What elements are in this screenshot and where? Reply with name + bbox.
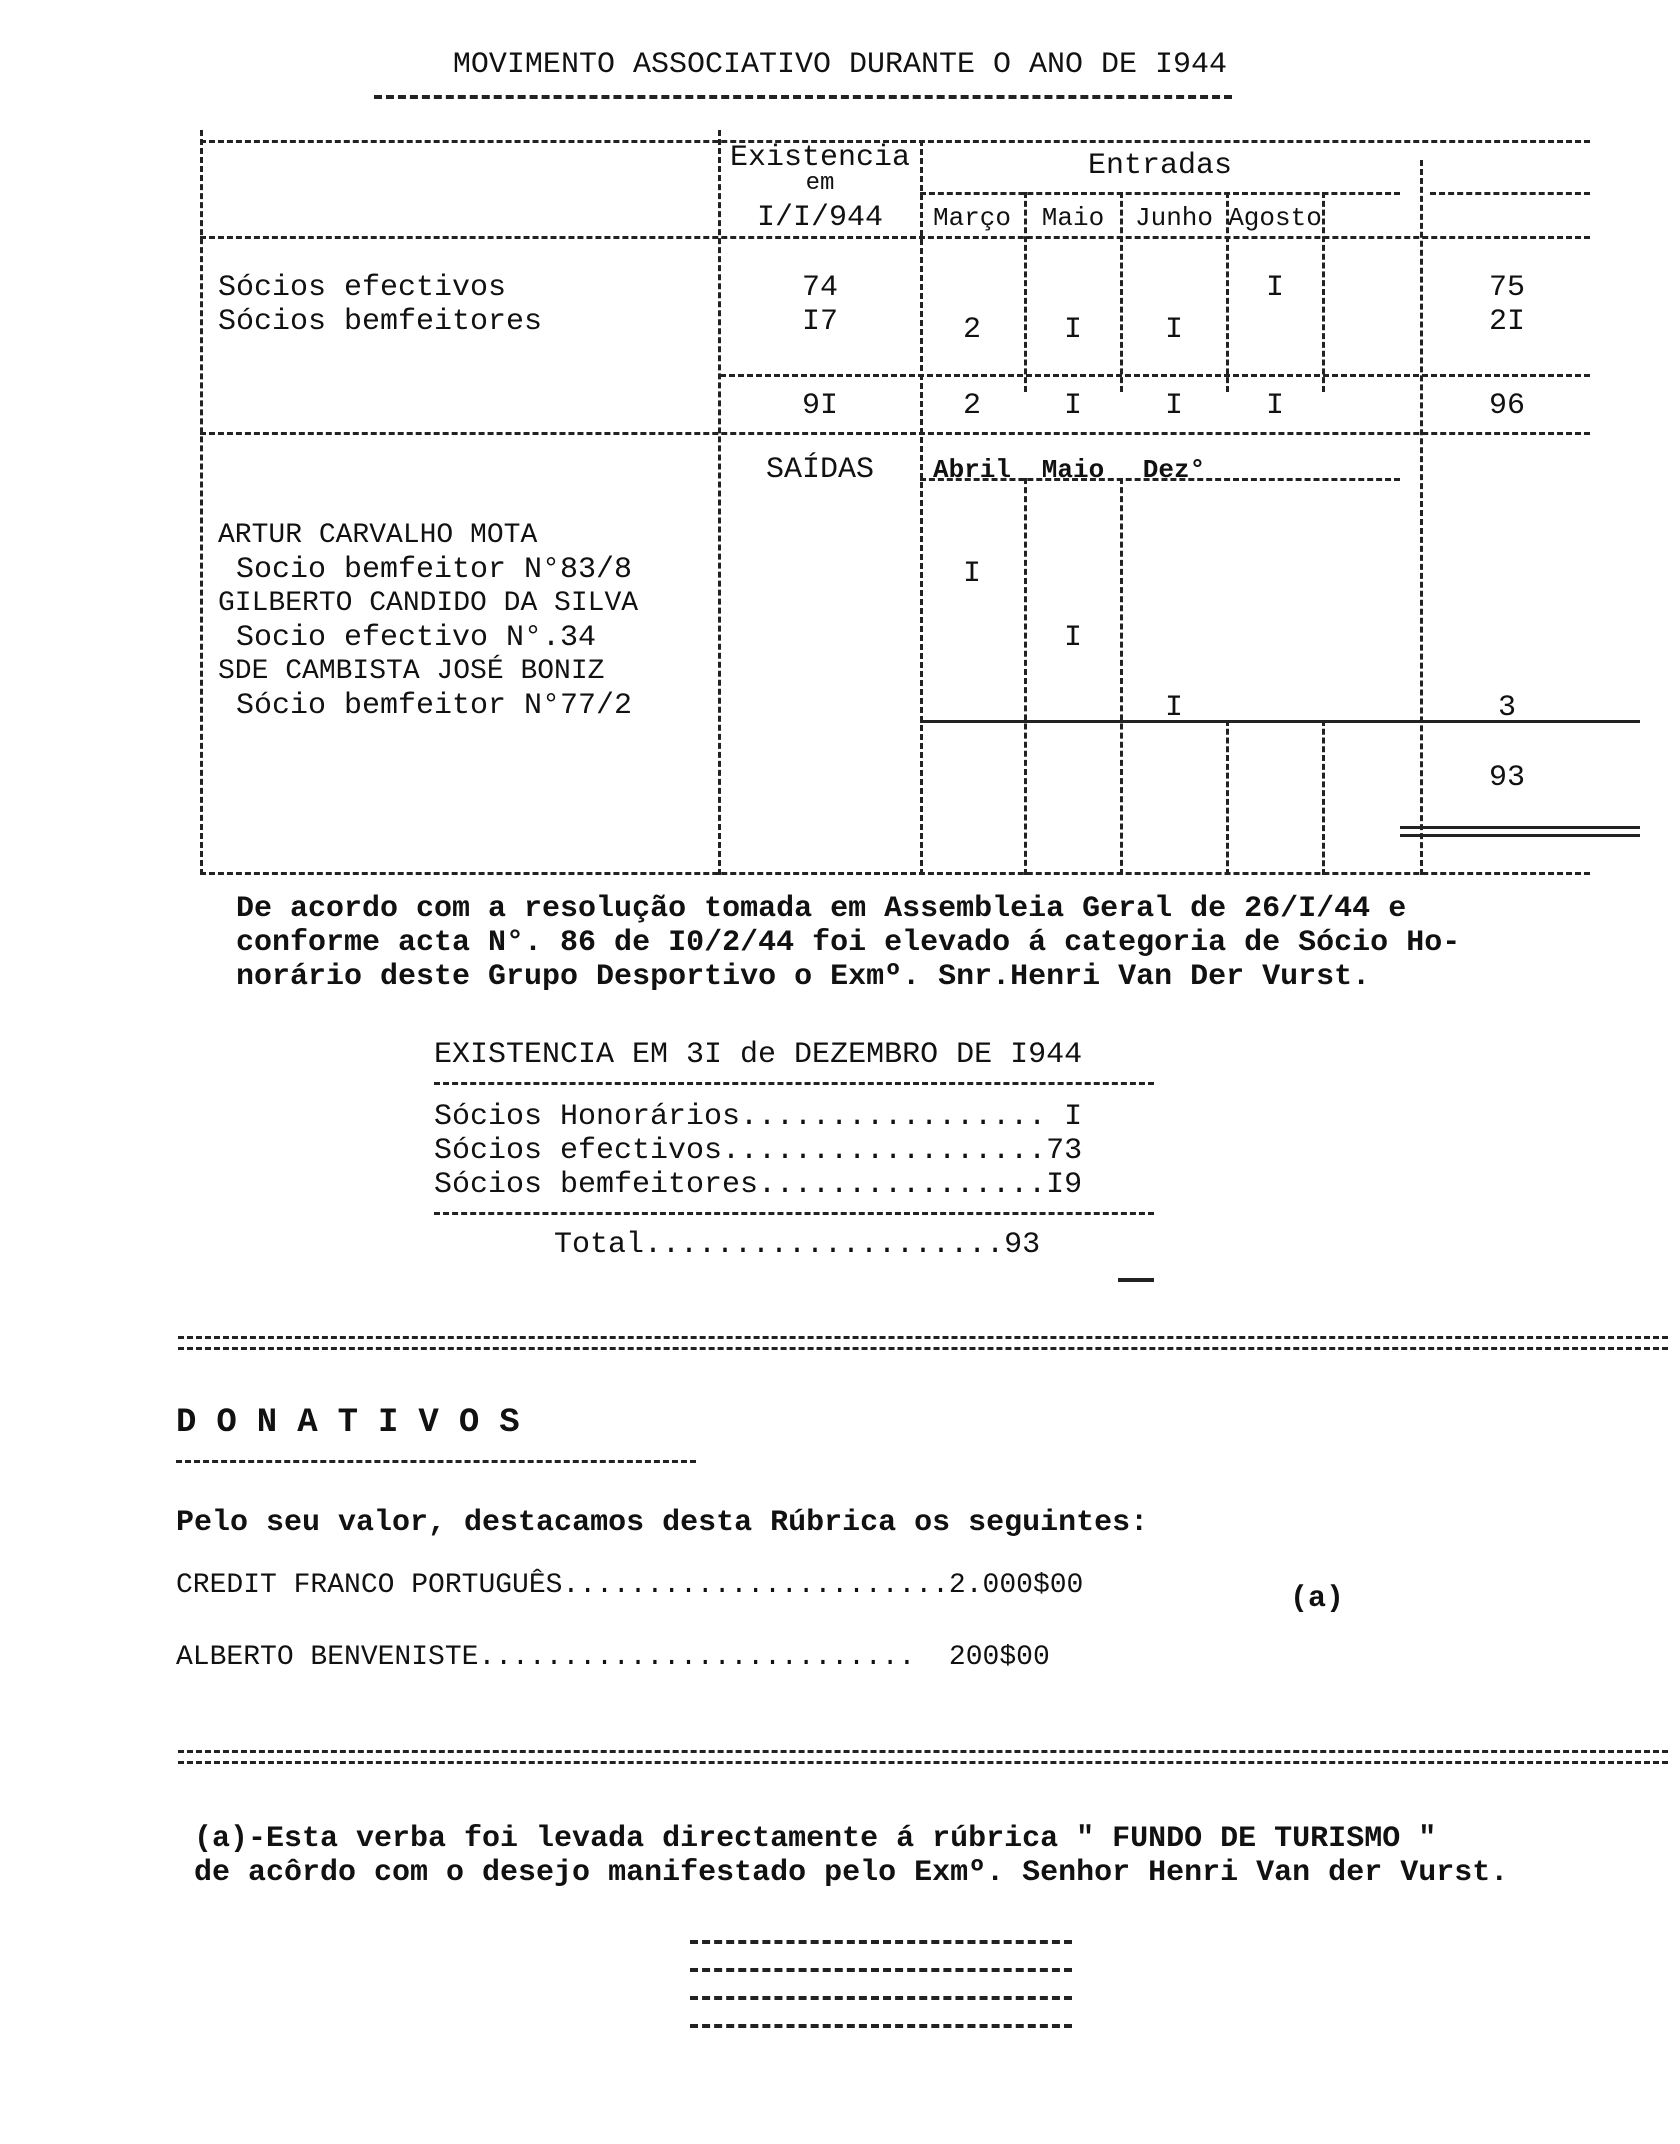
subtotal-marco: 2	[962, 389, 981, 423]
resolution-line: norário deste Grupo Desportivo o Exmº. Snr.Henri Van Der Vurst.	[236, 960, 1371, 994]
table-left-rule	[200, 130, 203, 875]
row-existencia: I7	[801, 305, 838, 339]
header-month-maio: Maio	[1041, 203, 1105, 233]
row-label: Sócios bemfeitores	[218, 305, 543, 339]
saidas-month-dez: Dez°	[1142, 455, 1206, 485]
subtotal-agosto: I	[1265, 389, 1284, 423]
subtotal-total: 96	[1488, 389, 1525, 423]
footnote-line: de acôrdo com o desejo manifestado pelo Exmº. Senhor Henri Van der Vurst.	[194, 1856, 1509, 1890]
row-label: Sócios efectivos	[218, 271, 507, 305]
summary-total: Total....................93	[554, 1228, 1041, 1262]
saida-detail: Socio efectivo N°.34	[236, 621, 597, 655]
separator-rule	[178, 1750, 1668, 1764]
col-agosto-rule-b	[1226, 720, 1229, 875]
summary-line: Sócios bemfeitores................I9	[434, 1168, 1083, 1202]
header-bottom-rule	[200, 236, 1590, 239]
summary-rule	[434, 1082, 1154, 1085]
donativos-underline	[176, 1460, 696, 1463]
saidas-label: SAÍDAS	[765, 453, 875, 487]
summary-title: EXISTENCIA EM 3I de DEZEMBRO DE I944	[434, 1038, 1083, 1072]
final-rule-1	[1400, 826, 1640, 829]
col-marco-rule	[920, 140, 923, 875]
header-existencia-date: I/I/944	[756, 201, 884, 235]
saida-detail: Sócio bemfeitor N°77/2	[236, 689, 633, 723]
entradas-rule	[920, 192, 1400, 195]
donation-line: CREDIT FRANCO PORTUGUÊS.......................2.000$00	[176, 1570, 1084, 1601]
donation-line: ALBERTO BENVENISTE.......................... 200$00	[176, 1642, 1050, 1673]
col-extra-rule-a	[1322, 192, 1325, 392]
saida-detail: Socio bemfeitor N°83/8	[236, 553, 633, 587]
summary-total-rule	[434, 1212, 1154, 1215]
subtotal-top-rule	[720, 374, 1590, 377]
subtotal-maio: I	[1063, 389, 1082, 423]
table-bottom-rule	[200, 872, 1590, 875]
donativos-intro: Pelo seu valor, destacamos desta Rúbrica os seguintes:	[176, 1506, 1149, 1540]
header-month-junho: Junho	[1134, 203, 1213, 233]
separator-rule	[178, 1336, 1668, 1350]
header-existencia-em: em	[805, 170, 835, 197]
title-underline	[374, 95, 1232, 99]
saida-name: ARTUR CARVALHO MOTA	[218, 520, 538, 551]
donation-note: (a)	[1290, 1582, 1345, 1616]
donativos-heading: DONATIVOS	[176, 1404, 540, 1442]
summary-line: Sócios efectivos..................73	[434, 1134, 1083, 1168]
col-extra-rule-b	[1322, 720, 1325, 875]
saidas-month-maio: Maio	[1041, 455, 1105, 485]
row-existencia: 74	[801, 271, 838, 305]
summary-line: Sócios Honorários................. I	[434, 1100, 1083, 1134]
closing-rule	[690, 1996, 1072, 2000]
saida-mark: I	[962, 557, 981, 591]
row-marco: 2	[962, 313, 981, 347]
header-entradas: Entradas	[1087, 149, 1233, 183]
subtotal-bottom-rule	[200, 432, 1590, 435]
subtotal-existencia: 9I	[801, 389, 838, 423]
subtotal-junho: I	[1164, 389, 1183, 423]
col-maio-rule-b	[1024, 478, 1027, 875]
closing-rule	[690, 1968, 1072, 1972]
row-total: 2I	[1488, 305, 1525, 339]
resolution-line: conforme acta N°. 86 de I0/2/44 foi elevado á categoria de Sócio Ho-	[236, 926, 1461, 960]
row-maio: I	[1063, 313, 1082, 347]
saida-name: SDE CAMBISTA JOSÉ BONIZ	[218, 656, 605, 687]
col-existencia-rule	[718, 130, 721, 875]
resolution-line: De acordo com a resolução tomada em Assembleia Geral de 26/I/44 e	[236, 892, 1407, 926]
saidas-month-abril: Abril	[932, 455, 1011, 485]
col-junho-rule-b	[1120, 478, 1123, 875]
header-month-marco: Março	[932, 203, 1011, 233]
entradas-rule-right	[1430, 192, 1590, 195]
row-agosto: I	[1265, 271, 1284, 305]
header-month-agosto: Agosto	[1228, 203, 1322, 233]
saida-mark: I	[1063, 621, 1082, 655]
page-title: MOVIMENTO ASSOCIATIVO DURANTE O ANO DE I944	[452, 48, 1228, 82]
final-total: 93	[1488, 761, 1525, 795]
saida-mark: I	[1164, 691, 1183, 725]
final-rule-2	[1400, 834, 1640, 837]
summary-total-mark	[1118, 1278, 1154, 1282]
closing-rule	[690, 1940, 1072, 1944]
footnote-line: (a)-Esta verba foi levada directamente á rúbrica " FUNDO DE TURISMO "	[194, 1822, 1437, 1856]
header-existencia: Existencia	[729, 141, 911, 175]
row-total: 75	[1488, 271, 1525, 305]
closing-rule	[690, 2024, 1072, 2028]
saidas-total: 3	[1497, 691, 1516, 725]
saida-name: GILBERTO CANDIDO DA SILVA	[218, 588, 639, 619]
row-junho: I	[1164, 313, 1183, 347]
